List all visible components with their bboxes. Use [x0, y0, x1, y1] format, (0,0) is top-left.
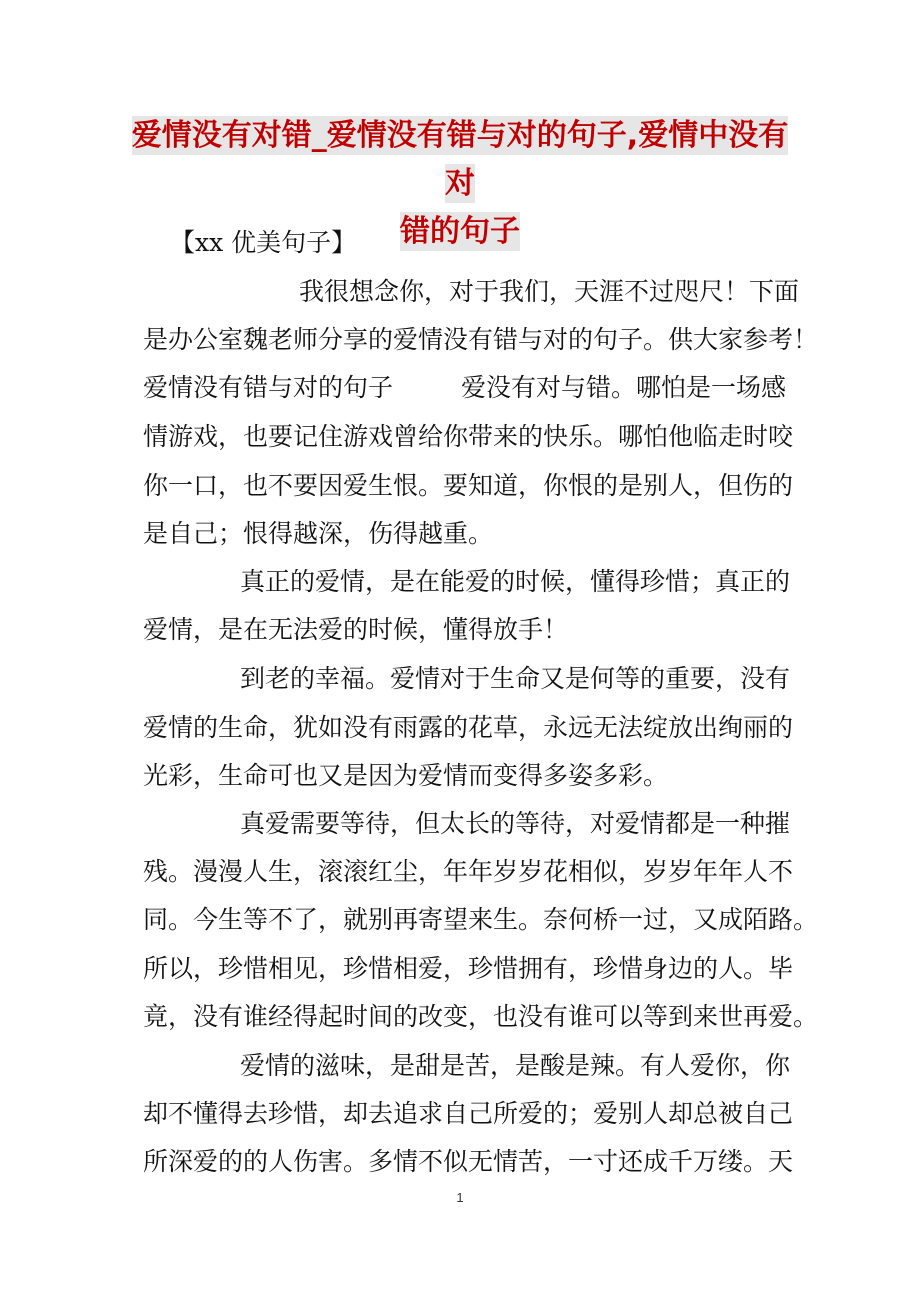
- body-line: 所以，珍惜相见，珍惜相爱，珍惜拥有，珍惜身边的人。毕: [143, 954, 794, 983]
- subheading: 爱情没有错与对的句子: [143, 373, 394, 402]
- page-number: 1: [456, 1190, 464, 1205]
- body-line: 爱情的滋味，是甜是苦，是酸是辣。有人爱你，你: [240, 1051, 791, 1080]
- body-line: 是自己；恨得越深，伤得越重。: [143, 519, 494, 548]
- body-line: 是办公室魏老师分享的爱情没有错与对的句子。供大家参考！: [143, 325, 819, 354]
- body-line: 到老的幸福。爱情对于生命又是何等的重要，没有: [240, 664, 791, 693]
- body-line: 真正的爱情，是在能爱的时候，懂得珍惜；真正的: [240, 567, 791, 596]
- body-line: 爱情的生命，犹如没有雨露的花草，永远无法绽放出绚丽的: [143, 713, 794, 742]
- body-line: 光彩，生命可也又是因为爱情而变得多姿多彩。: [143, 761, 669, 790]
- body-line: 同。今生等不了，就别再寄望来生。奈何桥一过，又成陌路。: [143, 905, 819, 934]
- body-line: 你一口，也不要因爱生恨。要知道，你恨的是别人，但伤的: [143, 471, 794, 500]
- body-line: 竟，没有谁经得起时间的改变，也没有谁可以等到来世再爱。: [143, 1002, 819, 1031]
- body-line: 真爱需要等待，但太长的等待，对爱情都是一种摧: [240, 809, 791, 838]
- body-line: 爱没有对与错。哪怕是一场感: [461, 373, 787, 402]
- body-line: 情游戏，也要记住游戏曾给你带来的快乐。哪怕他临走时咬: [143, 422, 794, 451]
- section-heading: 【xx 优美句子】: [170, 228, 357, 257]
- body-line: 我很想念你，对于我们，天涯不过咫尺！下面: [299, 277, 800, 306]
- body-line: 却不懂得去珍惜，却去追求自己所爱的；爱别人却总被自己: [143, 1099, 794, 1128]
- body-line: 所深爱的的人伤害。多情不似无情苦，一寸还成千万缕。天: [143, 1147, 794, 1176]
- body-line: 爱情，是在无法爱的时候，懂得放手！: [143, 615, 569, 644]
- title-line-2: 错的句子: [400, 214, 520, 249]
- title-line-1: 爱情没有对错_爱情没有错与对的句子,爱情中没有对: [131, 118, 789, 201]
- body-line: 残。漫漫人生，滚滚红尘，年年岁岁花相似，岁岁年年人不: [143, 857, 794, 886]
